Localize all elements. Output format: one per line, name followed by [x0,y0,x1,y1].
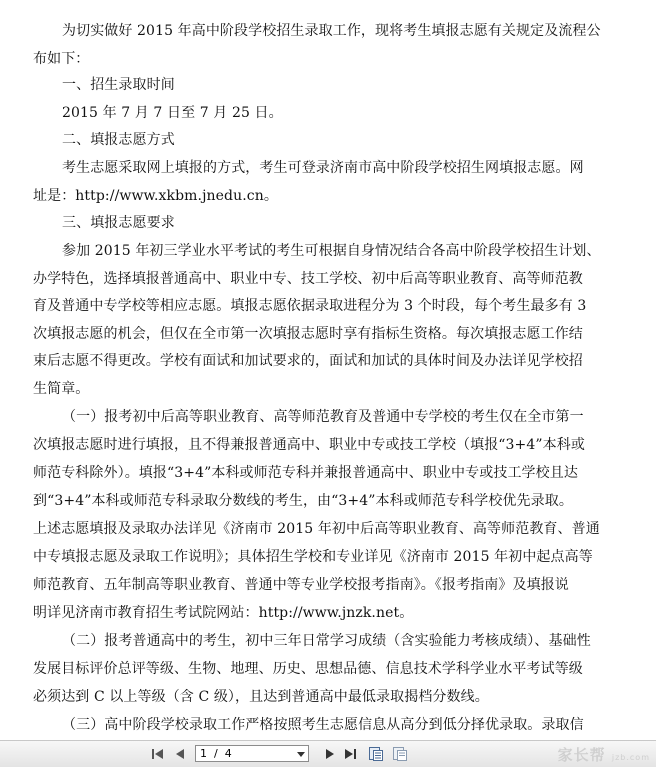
chevron-down-icon[interactable] [295,747,307,760]
item1-line-3: 师范专科除外）。填报“3+4”本科或师范专科并兼报普通高中、职业中专或技工学校且达 [33,465,578,481]
watermark-main: 家长帮 [557,746,606,764]
page-number-field[interactable] [195,745,309,762]
item1-line-2: 次填报志愿时进行填报，且不得兼报普通高中、职业中专或技工学校（填报“3+4”本科或 [33,437,585,453]
section2-line-2: 址是：http://www.xkbm.jnedu.cn。 [33,188,278,204]
item1-line-6: 中专填报志愿及录取工作说明》；具体招生学校和专业详见《济南市 2015 年初中起点高等 [33,549,593,565]
section3-line-6: 生简章。 [33,381,90,397]
section2-line-1: 考生志愿采取网上填报的方式，考生可登录济南市高中阶段学校招生网填报志愿。网 [62,160,584,176]
section2-heading: 二、填报志愿方式 [62,132,175,148]
item2-line-1: （二）报考普通高中的考生，初中三年日常学习成绩（含实验能力考核成绩）、基础性 [62,633,591,649]
watermark-logo [558,744,650,765]
first-page-icon[interactable] [150,746,166,762]
section3-line-2: 办学特色，选择填报普通高中、职业中专、技工学校、初中后高等职业教育、高等师范教 [33,271,583,287]
section3-heading: 三、填报志愿要求 [62,215,175,231]
intro-line-2: 布如下： [33,51,90,67]
item2-line-2: 发展目标评价总评等级、生物、地理、历史、思想品德、信息技术学科学业水平考试等级 [33,661,583,677]
item1-line-5: 上述志愿填报及录取办法详见《济南市 2015 年初中后高等职业教育、高等师范教育、普通 [33,521,600,537]
item2-line-3: 必须达到 C 以上等级（含 C 级），且达到普通高中最低录取揭档分数线。 [33,689,489,705]
section1-heading: 一、招生录取时间 [62,77,175,93]
watermark-sub: jzb.com [611,753,650,762]
item1-line-7: 师范教育、五年制高等职业教育、普通中等专业学校报考指南》。《报考指南》及填报说 [33,577,569,593]
viewer-toolbar [0,740,656,767]
next-page-icon[interactable] [322,746,338,762]
section3-line-3: 育及普通中专学校等相应志愿。填报志愿依据录取进程分为 3 个时段，每个考生最多有 3 [33,298,587,314]
fit-page-icon[interactable] [392,746,408,762]
last-page-icon[interactable] [342,746,358,762]
section1-body: 2015 年 7 月 7 日至 7 月 25 日。 [62,105,283,121]
item3-line-1: （三）高中阶段学校录取工作严格按照考生志愿信息从高分到低分择优录取。录取信 [62,717,584,733]
section3-line-1: 参加 2015 年初三学业水平考试的考生可根据自身情况结合各高中阶段学校招生计划、 [62,243,601,259]
intro-line-1: 为切实做好 2015 年高中阶段学校招生录取工作，现将考生填报志愿有关规定及流程公 [62,23,601,39]
previous-page-icon[interactable] [172,746,188,762]
item1-line-1: （一）报考初中后高等职业教育、高等师范教育及普通中专学校的考生仅在全市第一 [62,409,584,425]
item1-line-4: 到“3+4”本科或师范专科录取分数线的考生，由“3+4”本科或师范专科学校优先录取。 [33,493,573,509]
page-number-input[interactable] [200,747,260,760]
fit-width-icon[interactable] [368,746,384,762]
section3-line-5: 束后志愿不得更改。学校有面试和加试要求的，面试和加试的具体时间及办法详见学校招 [33,353,583,369]
section3-line-4: 次填报志愿的机会，但仅在全市第一次填报志愿时享有指标生资格。每次填报志愿工作结 [33,326,583,342]
item1-line-8: 明详见济南市教育招生考试院网站：http://www.jnzk.net。 [33,605,414,621]
